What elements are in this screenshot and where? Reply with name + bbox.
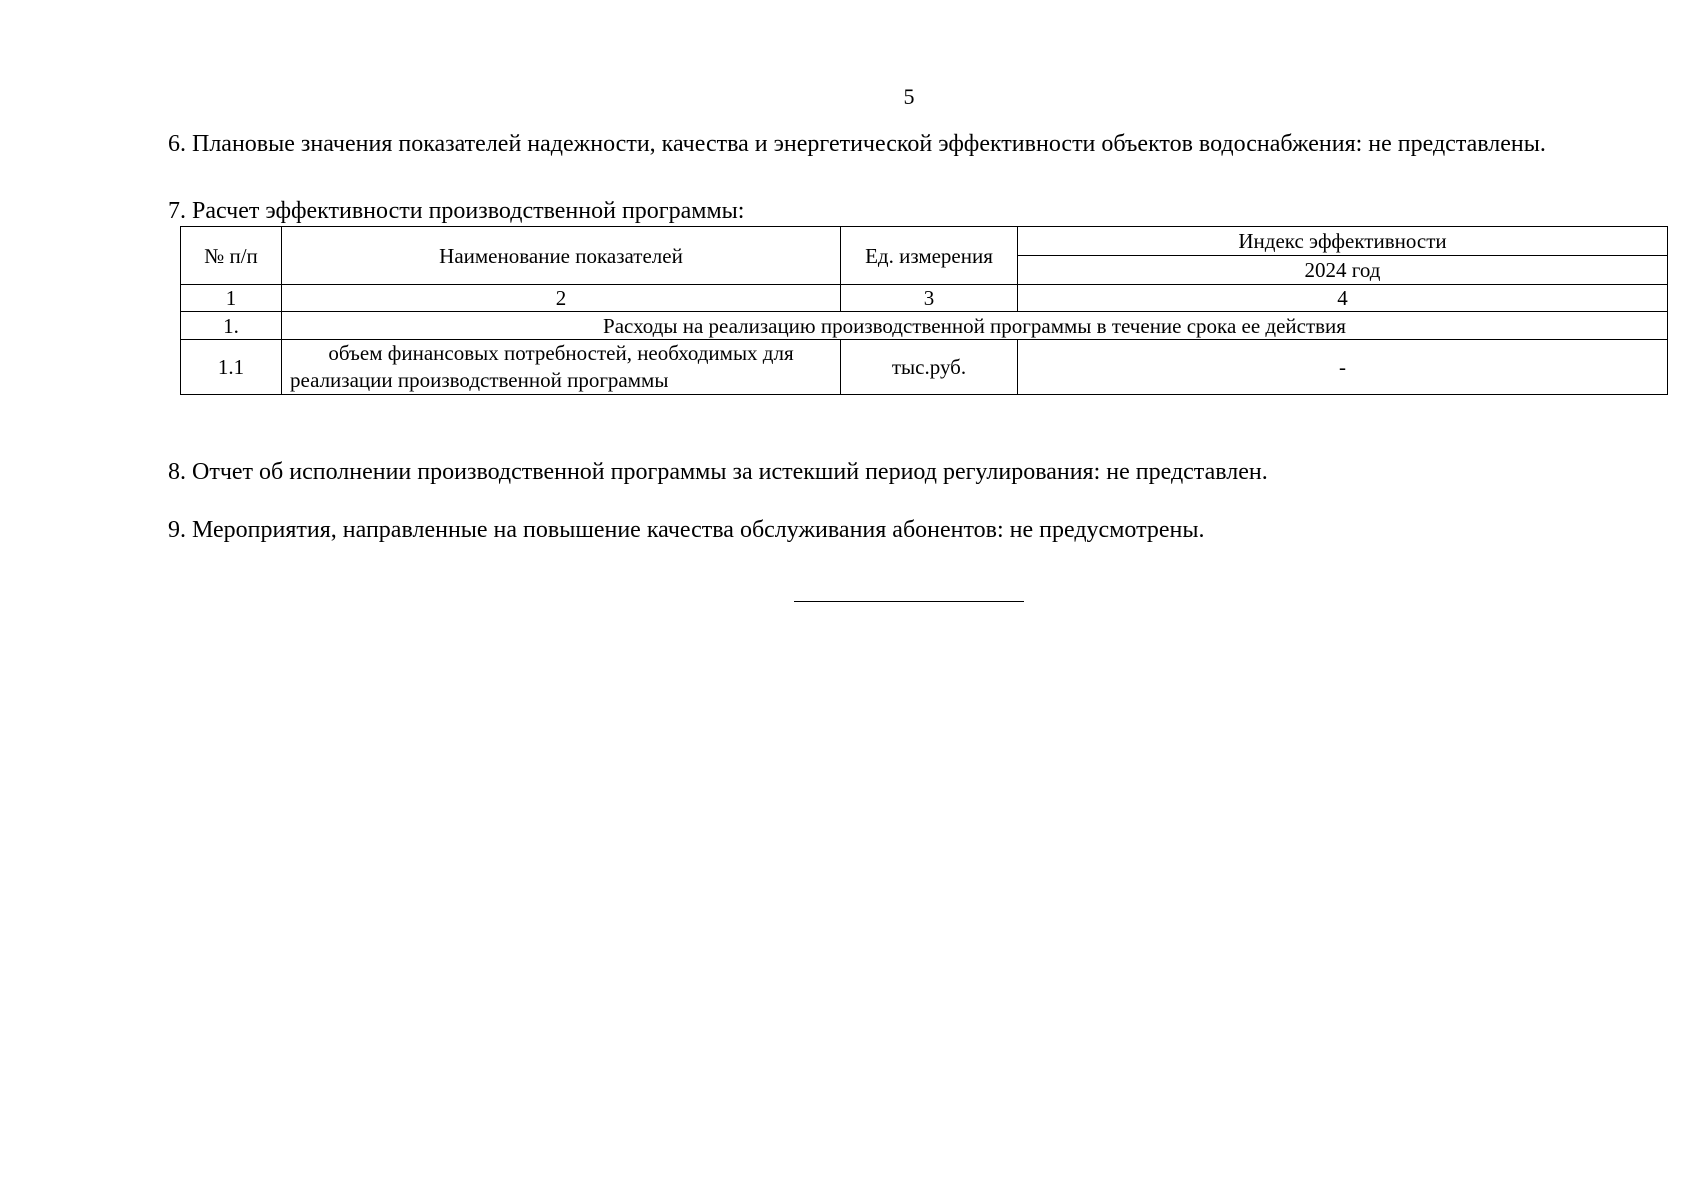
section-row xyxy=(181,312,1668,340)
page-number: 5 xyxy=(903,84,915,109)
paragraph-8: 8. Отчет об исполнении производственной программы за истекший период регулирования: не представлен. xyxy=(168,459,1268,485)
header-unit: Ед. измерения xyxy=(841,227,1018,285)
paragraph-6: 6. Плановые значения показателей надежности, качества и энергетической эффективности объектов водоснабжения: не представлены. xyxy=(168,131,1546,157)
row-unit: тыс.руб. xyxy=(841,340,1018,395)
header-index: Индекс эффективности xyxy=(1018,227,1668,256)
row-value: - xyxy=(1018,340,1668,395)
table-row xyxy=(181,340,1668,395)
column-number: 1 xyxy=(181,285,282,312)
column-number: 3 xyxy=(841,285,1018,312)
end-separator-line xyxy=(794,601,1024,602)
header-year: 2024 год xyxy=(1018,256,1668,285)
header-name: Наименование показателей xyxy=(282,227,841,285)
section-num: 1. xyxy=(181,312,282,340)
column-number-row xyxy=(181,285,1668,312)
paragraph-9: 9. Мероприятия, направленные на повышение качества обслуживания абонентов: не предусмотрены. xyxy=(168,517,1205,543)
column-number: 4 xyxy=(1018,285,1668,312)
header-num: № п/п xyxy=(181,227,282,285)
efficiency-table xyxy=(180,226,1668,395)
row-num: 1.1 xyxy=(181,340,282,395)
column-number: 2 xyxy=(282,285,841,312)
table-header-row xyxy=(181,227,1668,256)
row-name: объем финансовых потребностей, необходимых для реализации производственной программы xyxy=(282,340,841,395)
paragraph-7: 7. Расчет эффективности производственной программы: xyxy=(168,198,745,224)
section-title: Расходы на реализацию производственной программы в течение срока ее действия xyxy=(282,312,1668,340)
